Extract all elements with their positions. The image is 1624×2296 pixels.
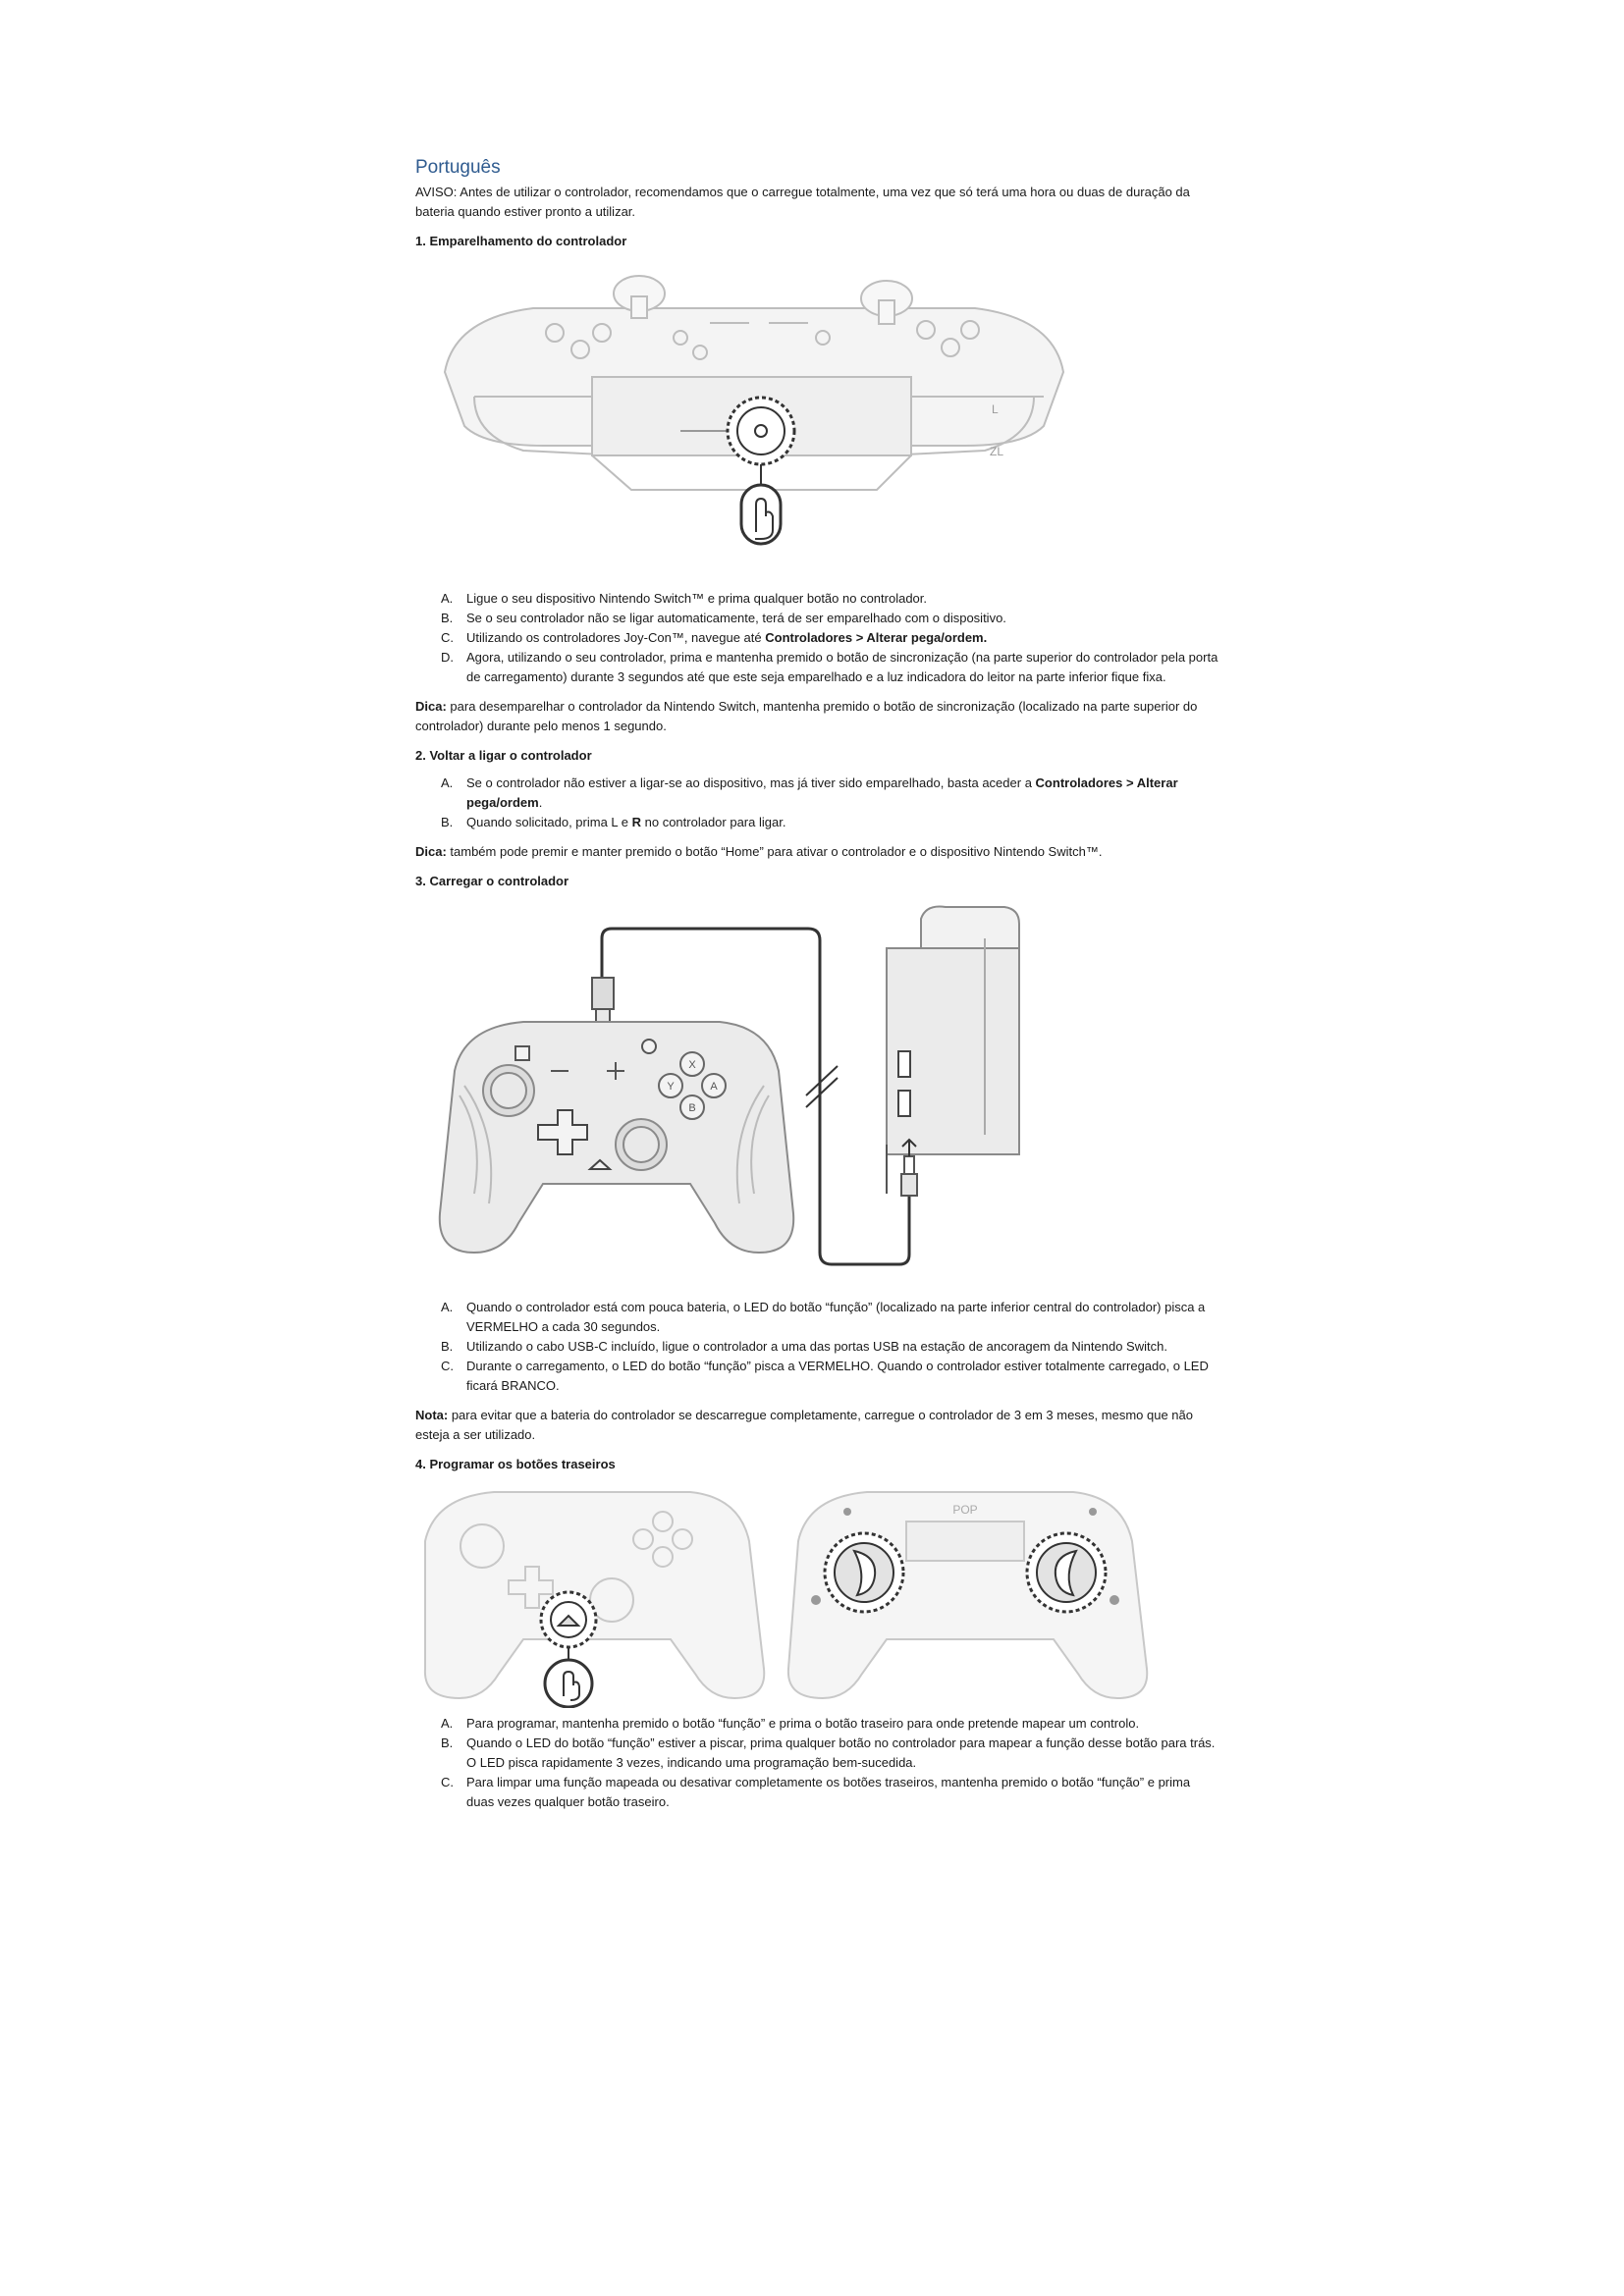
list-item: C. Para limpar uma função mapeada ou desativar completamente os botões traseiros, mantenha premido o botão “função” e prima duas vezes qualquer botão traseiro. bbox=[441, 1775, 1191, 1809]
figure-charging bbox=[415, 899, 1220, 1292]
list-item: A. Ligue o seu dispositivo Nintendo Switch™ e prima qualquer botão no controlador. bbox=[441, 591, 928, 606]
section-4-heading: 4. Programar os botões traseiros bbox=[415, 1457, 616, 1471]
sync-button-highlight bbox=[728, 398, 794, 487]
section-1-tip: Dica: para desemparelhar o controlador da Nintendo Switch, mantenha premido o botão de sincronização (localizado na parte superior do controlador) durante pelo menos 1 segundo. bbox=[415, 699, 1198, 733]
list-item: D. Agora, utilizando o seu controlador, prima e mantenha premido o botão de sincronização (na parte superior do controlador pela porta de carregamento) durante 3 segundos até que este seja emparelhado e a luz indicadora do leitor na parte inferior fique fixa. bbox=[441, 650, 1218, 684]
switch-dock bbox=[887, 907, 1019, 1195]
section-1-heading: 1. Emparelhamento do controlador bbox=[415, 234, 627, 248]
figure-controller-top-sync bbox=[415, 259, 1220, 583]
back-buttons-illustration bbox=[415, 1482, 1220, 1708]
charging-illustration bbox=[415, 899, 1220, 1292]
section-3-heading: 3. Carregar o controlador bbox=[415, 874, 569, 888]
list-item: C. Utilizando os controladores Joy-Con™, navegue até Controladores > Alterar pega/ordem. bbox=[441, 630, 988, 645]
section-4-steps bbox=[415, 1714, 1220, 1812]
button-b-label: B bbox=[688, 1102, 696, 1114]
section-3-note: Nota: para evitar que a bateria do controlador se descarregue completamente, carregue o controlador de 3 em 3 meses, mesmo que não esteja a ser utilizado. bbox=[415, 1408, 1193, 1442]
section-3-steps bbox=[415, 1298, 1220, 1396]
press-finger-icon bbox=[741, 485, 781, 544]
figure-back-buttons bbox=[415, 1482, 1220, 1708]
warning-text: AVISO: Antes de utilizar o controlador, recomendamos que o carregue totalmente, uma vez que só terá uma hora ou duas de duração da bateria quando estiver pronto a utilizar. bbox=[415, 185, 1190, 219]
controller-top-illustration bbox=[415, 259, 1220, 583]
back-zl-label: ZL bbox=[990, 445, 1004, 458]
list-item: B. Quando solicitado, prima L e R no controlador para ligar. bbox=[441, 815, 786, 829]
list-item: B. Quando o LED do botão “função” estiver a piscar, prima qualquer botão no controlador para mapear a função desse botão para trás. O LED pisca rapidamente 3 vezes, indicando uma programação bem-sucedida. bbox=[441, 1735, 1216, 1770]
page-title: Português bbox=[415, 157, 501, 178]
function-button-highlight bbox=[541, 1592, 596, 1707]
section-2-heading: 2. Voltar a ligar o controlador bbox=[415, 748, 592, 763]
section-2-steps bbox=[415, 774, 1220, 832]
section-2-tip: Dica: também pode premir e manter premido o botão “Home” para ativar o controlador e o dispositivo Nintendo Switch™. bbox=[415, 844, 1103, 859]
section-1-steps bbox=[415, 589, 1220, 687]
controller-front-faded bbox=[425, 1492, 764, 1698]
button-y-label: Y bbox=[667, 1081, 675, 1093]
list-item: A. Se o controlador não estiver a ligar-se ao dispositivo, mas já tiver sido emparelhado, basta aceder a Controladores > Alterar pega/ordem. bbox=[441, 775, 1178, 810]
back-l-label: L bbox=[992, 402, 999, 416]
list-item: B. Utilizando o cabo USB-C incluído, ligue o controlador a uma das portas USB na estação de ancoragem da Nintendo Switch. bbox=[441, 1339, 1167, 1354]
button-x-label: X bbox=[688, 1059, 696, 1071]
list-item: C. Durante o carregamento, o LED do botão “função” pisca a VERMELHO. Quando o controlador estiver totalmente carregado, o LED ficará BRANCO. bbox=[441, 1359, 1209, 1393]
back-paddle-right-highlight bbox=[1027, 1533, 1106, 1612]
list-item: B. Se o seu controlador não se ligar automaticamente, terá de ser emparelhado com o dispositivo. bbox=[441, 611, 1006, 625]
manual-page bbox=[415, 157, 1220, 1822]
back-paddle-left-highlight bbox=[825, 1533, 903, 1612]
list-item: A. Para programar, mantenha premido o botão “função” e prima o botão traseiro para onde pretende mapear um controlo. bbox=[441, 1716, 1140, 1731]
button-a-label: A bbox=[710, 1081, 718, 1093]
list-item: A. Quando o controlador está com pouca bateria, o LED do botão “função” (localizado na parte inferior central do controlador) pisca a VERMELHO a cada 30 segundos. bbox=[441, 1300, 1206, 1334]
controller-front bbox=[440, 1022, 793, 1253]
brand-logo-label: POP bbox=[952, 1503, 978, 1517]
